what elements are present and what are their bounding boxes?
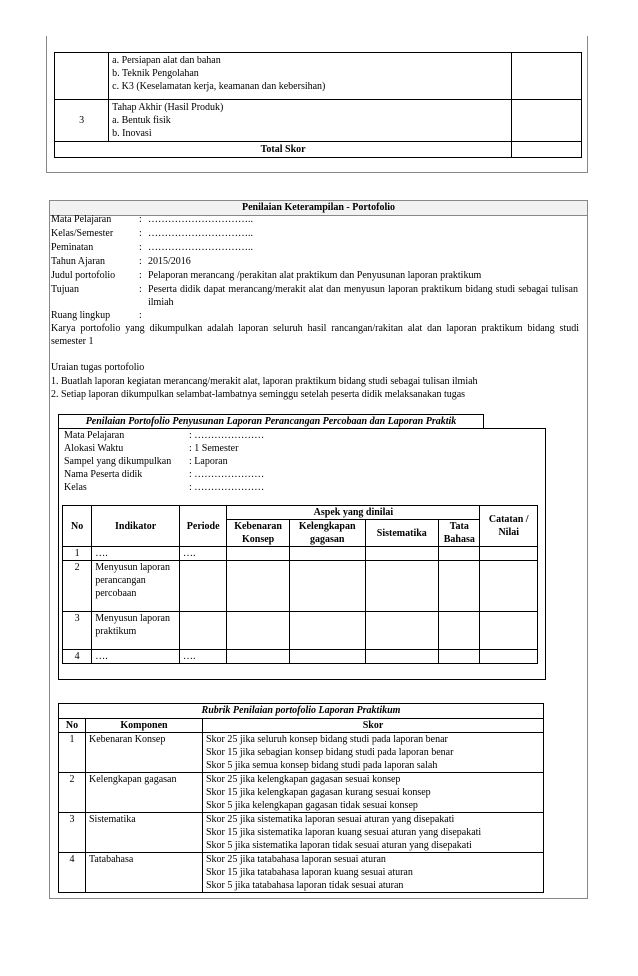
score-line: Skor 25 jika sistematika laporan sesuai aturan yang disepakati [206, 814, 455, 825]
assessment-box [58, 428, 546, 680]
score-line: Skor 15 jika sistematika laporan kuang sesuai aturan yang disepakati [206, 827, 482, 838]
table-row [59, 733, 544, 773]
assessment-table-title: Penilaian Portofolio Penyusunan Laporan Perancangan Percobaan dan Laporan Praktik [58, 414, 484, 429]
row-no: 4 [59, 853, 86, 893]
row-komponen: Kebenaran Konsep [86, 733, 203, 773]
info-separator: : [139, 228, 142, 239]
task-item: 2. Setiap laporan dikumpulkan selambat-lambatnya seminggu setelah peserta didik melaksanakan tugas [51, 389, 466, 400]
info-key: Sampel yang dikumpulkan [64, 456, 172, 467]
criteria-item: a. Bentuk fisik [112, 115, 171, 126]
rubric-table [58, 718, 544, 893]
score-line: Skor 5 jika sistematika laporan tidak sesuai aturan yang disepakati [206, 840, 472, 851]
aspect-table [62, 505, 538, 664]
score-line: Skor 5 jika tatabahasa laporan tidak sesuai aturan [206, 880, 404, 891]
cell [289, 650, 365, 664]
cell [227, 547, 290, 561]
info-key: Kelas [64, 482, 87, 493]
section-title: Penilaian Keterampilan - Portofolio [50, 201, 587, 216]
score-cell [512, 100, 582, 142]
info-separator: : [139, 256, 142, 267]
row-periode: …. [179, 650, 226, 664]
cell [365, 547, 439, 561]
info-separator: : [139, 310, 142, 321]
criteria-cell [109, 53, 512, 100]
table-row [63, 561, 538, 612]
no-cell: 3 [55, 100, 109, 142]
total-score-label: Total Skor [55, 142, 512, 158]
table-row [63, 612, 538, 650]
info-value: : Laporan [189, 456, 228, 467]
criteria-item: b. Teknik Pengolahan [112, 68, 199, 79]
total-row [55, 142, 582, 158]
cell [480, 547, 538, 561]
info-separator: : [139, 214, 142, 225]
info-separator: : [139, 242, 142, 253]
info-key: Mata Pelajaran [64, 430, 125, 441]
info-key: Mata Pelajaran [51, 214, 112, 225]
header-no: No [59, 719, 86, 733]
criteria-item: a. Persiapan alat dan bahan [112, 55, 221, 66]
info-key: Peminatan [51, 242, 94, 253]
header-periode: Periode [179, 506, 226, 547]
info-value: : ………………… [189, 430, 265, 441]
info-value: : ………………… [189, 482, 265, 493]
info-value: : ………………… [189, 469, 265, 480]
info-key: Nama Peserta didik [64, 469, 143, 480]
header-skor: Skor [203, 719, 544, 733]
total-score-value [512, 142, 582, 158]
header-tata: Tata Bahasa [439, 520, 480, 547]
score-line: Skor 5 jika semua konsep bidang studi pada laporan salah [206, 760, 438, 771]
row-skor [203, 733, 544, 773]
row-no: 1 [59, 733, 86, 773]
row-indikator: Menyusun laporan perancangan percobaan [92, 561, 180, 612]
header-indikator: Indikator [92, 506, 180, 547]
row-indikator: Menyusun laporan praktikum [92, 612, 180, 650]
row-no: 4 [63, 650, 92, 664]
table-row [55, 100, 582, 142]
row-no: 2 [63, 561, 92, 612]
info-value: : 1 Semester [189, 443, 239, 454]
row-periode: …. [179, 547, 226, 561]
row-no: 1 [63, 547, 92, 561]
table-row [63, 650, 538, 664]
info-value: 2015/2016 [148, 256, 191, 267]
row-indikator: …. [92, 650, 180, 664]
score-line: Skor 25 jika seluruh konsep bidang studi pada laporan benar [206, 734, 448, 745]
table-row [59, 773, 544, 813]
tasks-title: Uraian tugas portofolio [51, 362, 145, 373]
info-separator: : [139, 284, 142, 295]
cell [227, 650, 290, 664]
score-cell [512, 53, 582, 100]
criteria-item: b. Inovasi [112, 128, 152, 139]
row-skor [203, 853, 544, 893]
info-key: Kelas/Semester [51, 228, 114, 239]
score-line: Skor 15 jika kelengkapan gagasan kurang sesuai konsep [206, 787, 431, 798]
cell [289, 612, 365, 650]
scope-text: Karya portofolio yang dikumpulkan adalah laporan seluruh hasil rancangan/rakitan alat dan laporan praktikum bidang studi semester 1 [51, 323, 579, 347]
score-line: Skor 25 jika kelengkapan gagasan sesuai konsep [206, 774, 401, 785]
score-line: Skor 15 jika sebagian konsep bidang studi pada laporan benar [206, 747, 454, 758]
header-aspek: Aspek yang dinilai [227, 506, 480, 520]
cell [439, 547, 480, 561]
cell [289, 561, 365, 612]
info-key: Judul portofolio [51, 270, 116, 281]
no-cell [55, 53, 109, 100]
info-value: Peserta didik dapat merancang/merakit alat dan menyusun laporan praktikum bidang studi sebagai tulisan ilmiah [148, 284, 578, 308]
cell [365, 612, 439, 650]
score-line: Skor 15 jika tatabahasa laporan kuang sesuai aturan [206, 867, 413, 878]
task-item: 1. Buatlah laporan kegiatan merancang/merakit alat, laporan praktikum bidang studi sebagai tulisan ilmiah [51, 376, 478, 387]
row-periode [179, 612, 226, 650]
info-key: Tahun Ajaran [51, 256, 106, 267]
info-key: Tujuan [51, 284, 79, 295]
info-key: Alokasi Waktu [64, 443, 124, 454]
info-value: ………………………….. [148, 242, 253, 253]
row-komponen: Kelengkapan gagasan [86, 773, 203, 813]
row-indikator: …. [92, 547, 180, 561]
cell [289, 547, 365, 561]
info-separator: : [139, 270, 142, 281]
header-catatan: Catatan / Nilai [480, 506, 538, 547]
cell [480, 561, 538, 612]
cell [439, 561, 480, 612]
row-skor [203, 773, 544, 813]
header-komponen: Komponen [86, 719, 203, 733]
info-value: ………………………….. [148, 228, 253, 239]
row-no: 3 [63, 612, 92, 650]
header-sistematika: Sistematika [365, 520, 439, 547]
cell [439, 612, 480, 650]
info-value: ………………………….. [148, 214, 253, 225]
criteria-item: Tahap Akhir (Hasil Produk) [112, 102, 224, 113]
cell [480, 612, 538, 650]
info-key: Ruang lingkup [51, 310, 111, 321]
info-value: Pelaporan merancang /perakitan alat praktikum dan Penyusunan laporan praktikum [148, 270, 482, 281]
criteria-item: c. K3 (Keselamatan kerja, keamanan dan kebersihan) [112, 81, 326, 92]
score-line: Skor 25 jika tatabahasa laporan sesuai aturan [206, 854, 386, 865]
cell [365, 650, 439, 664]
cell [480, 650, 538, 664]
table-row [59, 813, 544, 853]
cell [227, 561, 290, 612]
row-komponen: Tatabahasa [86, 853, 203, 893]
cell [439, 650, 480, 664]
row-skor [203, 813, 544, 853]
row-no: 2 [59, 773, 86, 813]
rubric-title: Rubrik Penilaian portofolio Laporan Praktikum [58, 703, 544, 719]
row-periode [179, 561, 226, 612]
cell [227, 612, 290, 650]
table-row [59, 853, 544, 893]
header-no: No [63, 506, 92, 547]
table-row [63, 547, 538, 561]
previous-page-fragment [46, 36, 588, 173]
table-row [55, 53, 582, 100]
score-table-fragment [54, 52, 582, 158]
score-line: Skor 5 jika kelengkapan gagasan tidak sesuai konsep [206, 800, 418, 811]
row-komponen: Sistematika [86, 813, 203, 853]
cell [365, 561, 439, 612]
header-row [59, 719, 544, 733]
header-kelengkapan: Kelengkapan gagasan [289, 520, 365, 547]
row-no: 3 [59, 813, 86, 853]
header-kebenaran: Kebenaran Konsep [227, 520, 290, 547]
criteria-cell [109, 100, 512, 142]
header-row [63, 506, 538, 520]
